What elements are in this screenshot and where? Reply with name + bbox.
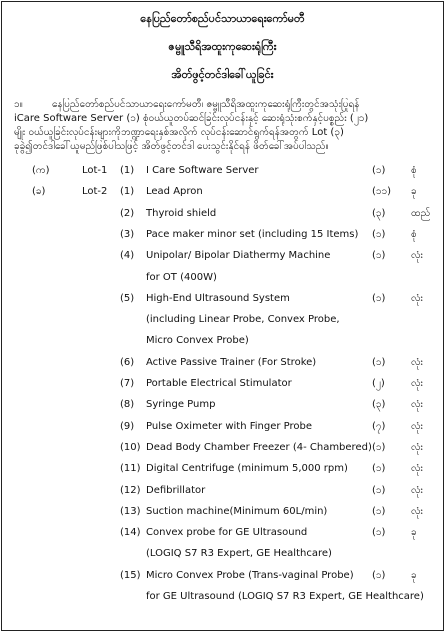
equipment-item-continuation xyxy=(2,334,443,348)
item-number: (13) xyxy=(120,505,141,517)
item-quantity: (၁) xyxy=(372,356,386,368)
intro-line: မျိုး ဝယ်ယူခြင်းလုပ်ငန်းများကိုဘဏ္ဍာရေးနှစ်အလိုက် လုပ်ငန်းဆောင်ရွက်ရန်အတွက် Lot (၃) xyxy=(14,127,344,138)
hospital-title: ဇမ္ဗူသီရိအထူးကုဆေးရုံကြီး xyxy=(168,40,277,53)
intro-line xyxy=(14,98,435,112)
item-unit: လုံး xyxy=(411,250,423,262)
equipment-item-continuation xyxy=(2,547,443,561)
item-name: Syringe Pump xyxy=(146,399,216,411)
item-quantity: (၇) xyxy=(372,420,386,432)
item-name: Lead Apron xyxy=(146,186,203,198)
item-number: (15) xyxy=(120,569,141,581)
intro-line: iCare Software Server (၁) စုံဝယ်ယူတပ်ဆင်ခြင်းလုပ်ငန်းနှင့် ဆေးရုံသုံးစက်နှင့်ပစ္စည်း (၂၁) xyxy=(14,113,369,124)
item-detail: for GE Ultrasound (LOGIQ S7 R3 Expert, GE Healthcare) xyxy=(146,591,424,602)
equipment-item xyxy=(2,569,443,583)
item-name: Digital Centrifuge (minimum 5,000 rpm) xyxy=(146,463,348,475)
item-quantity: (၃) xyxy=(372,399,386,411)
item-unit: လုံး xyxy=(411,484,423,496)
item-detail: (including Linear Probe, Convex Probe, xyxy=(146,314,340,326)
item-unit: လုံး xyxy=(411,292,423,304)
item-number: (9) xyxy=(120,420,135,432)
equipment-item xyxy=(2,356,443,370)
lot-number: (ခ) xyxy=(32,186,46,198)
item-detail: Micro Convex Probe) xyxy=(146,335,249,347)
item-unit: ခု xyxy=(411,527,417,539)
equipment-item xyxy=(2,164,443,178)
item-number: (3) xyxy=(120,228,135,240)
item-unit: ထည် xyxy=(411,207,431,219)
committee-title: နေပြည်တော်စည်ပင်သာယာရေးကော်မတီ xyxy=(140,12,305,25)
item-number: (2) xyxy=(120,207,135,219)
paragraph-number: ၁။ xyxy=(14,99,23,110)
equipment-item-continuation xyxy=(2,271,443,285)
item-unit: လုံး xyxy=(411,463,423,475)
item-unit: စုံ xyxy=(411,165,417,176)
equipment-item xyxy=(2,505,443,519)
equipment-item xyxy=(2,462,443,476)
item-unit: ခု xyxy=(411,186,417,198)
item-quantity: (၂) xyxy=(372,378,385,389)
lot-label: Lot-1 xyxy=(82,165,108,176)
item-number: (4) xyxy=(120,250,135,262)
item-number: (7) xyxy=(120,378,135,389)
equipment-item xyxy=(2,484,443,498)
item-number: (5) xyxy=(120,292,135,304)
item-quantity: (၁၁) xyxy=(372,186,392,198)
item-name: Unipolar/ Bipolar Diathermy Machine xyxy=(146,250,331,262)
item-quantity: (၁) xyxy=(372,250,386,262)
item-unit: လုံး xyxy=(411,420,423,432)
equipment-item xyxy=(2,292,443,306)
equipment-item xyxy=(2,526,443,540)
item-number: (1) xyxy=(120,165,135,176)
intro-line: ခုခွဲ၍တင်ဒါခေါ်ယူမည်ဖြစ်ပါသဖြင့် အိတ်ဖွင့်တင်ဒါ ပေးသွင်းနိုင်ရန် ဖိတ်ခေါ်အပ်ပါသည်။ xyxy=(14,141,329,152)
item-unit: လုံး xyxy=(411,356,423,368)
item-unit: လုံး xyxy=(411,378,423,389)
item-unit: စုံ xyxy=(411,228,417,240)
equipment-item xyxy=(2,228,443,242)
item-number: (10) xyxy=(120,441,141,453)
equipment-item-continuation xyxy=(2,313,443,327)
equipment-item xyxy=(2,398,443,412)
item-quantity: (၁) xyxy=(372,505,386,517)
item-quantity: (၁) xyxy=(372,228,386,240)
item-unit: လုံး xyxy=(411,505,423,517)
item-detail: for OT (400W) xyxy=(146,271,217,283)
item-quantity: (၃) xyxy=(372,207,386,219)
item-name: Portable Electrical Stimulator xyxy=(146,378,292,389)
item-number: (1) xyxy=(120,186,135,198)
tender-title: အိတ်ဖွင့်တင်ဒါခေါ်ယူခြင်း xyxy=(171,68,274,81)
lot-label: Lot-2 xyxy=(82,186,108,198)
item-name: Defibrillator xyxy=(146,484,206,496)
item-quantity: (၁) xyxy=(372,441,386,453)
intro-line-text: နေပြည်တော်စည်ပင်သာယာရေးကော်မတီ၊ ဇမ္ဗူသီရိအထူးကုဆေးရုံကြီးတွင်အသုံးပြုရန် xyxy=(52,99,360,110)
item-quantity: (၁) xyxy=(372,484,386,496)
item-name: Pulse Oximeter with Finger Probe xyxy=(146,420,313,432)
item-name: Dead Body Chamber Freezer (4- Chambered) xyxy=(146,441,372,453)
item-unit: ခု xyxy=(411,569,417,581)
intro-paragraph xyxy=(14,98,435,154)
item-quantity: (၁) xyxy=(372,463,386,475)
item-name: Pace maker minor set (including 15 Items) xyxy=(146,228,359,240)
item-unit: လုံး xyxy=(411,441,423,453)
equipment-item xyxy=(2,420,443,434)
item-name: Active Passive Trainer (For Stroke) xyxy=(146,356,317,368)
item-number: (8) xyxy=(120,399,135,411)
item-quantity: (၁) xyxy=(372,569,386,581)
equipment-item xyxy=(2,207,443,221)
item-number: (11) xyxy=(120,463,141,475)
item-quantity: (၁) xyxy=(372,292,386,304)
item-name: High-End Ultrasound System xyxy=(146,292,290,304)
equipment-item xyxy=(2,185,443,199)
item-unit: လုံး xyxy=(411,399,423,411)
lot-number: (က) xyxy=(32,165,50,176)
equipment-item xyxy=(2,249,443,263)
tender-notice-page xyxy=(1,1,444,631)
equipment-item xyxy=(2,377,443,391)
item-quantity: (၁) xyxy=(372,527,386,539)
item-name: Micro Convex Probe (Trans-vaginal Probe) xyxy=(146,569,354,581)
item-name: Thyroid shield xyxy=(146,207,217,219)
item-name: Convex probe for GE Ultrasound xyxy=(146,527,308,539)
item-number: (12) xyxy=(120,484,141,496)
item-number: (6) xyxy=(120,356,135,368)
equipment-item-continuation xyxy=(2,590,443,604)
item-detail: (LOGIQ S7 R3 Expert, GE Healthcare) xyxy=(146,548,332,560)
equipment-item xyxy=(2,441,443,455)
item-number: (14) xyxy=(120,527,141,539)
item-quantity: (၁) xyxy=(372,165,386,176)
item-name: I Care Software Server xyxy=(146,165,259,176)
item-name: Suction machine(Minimum 60L/min) xyxy=(146,505,328,517)
